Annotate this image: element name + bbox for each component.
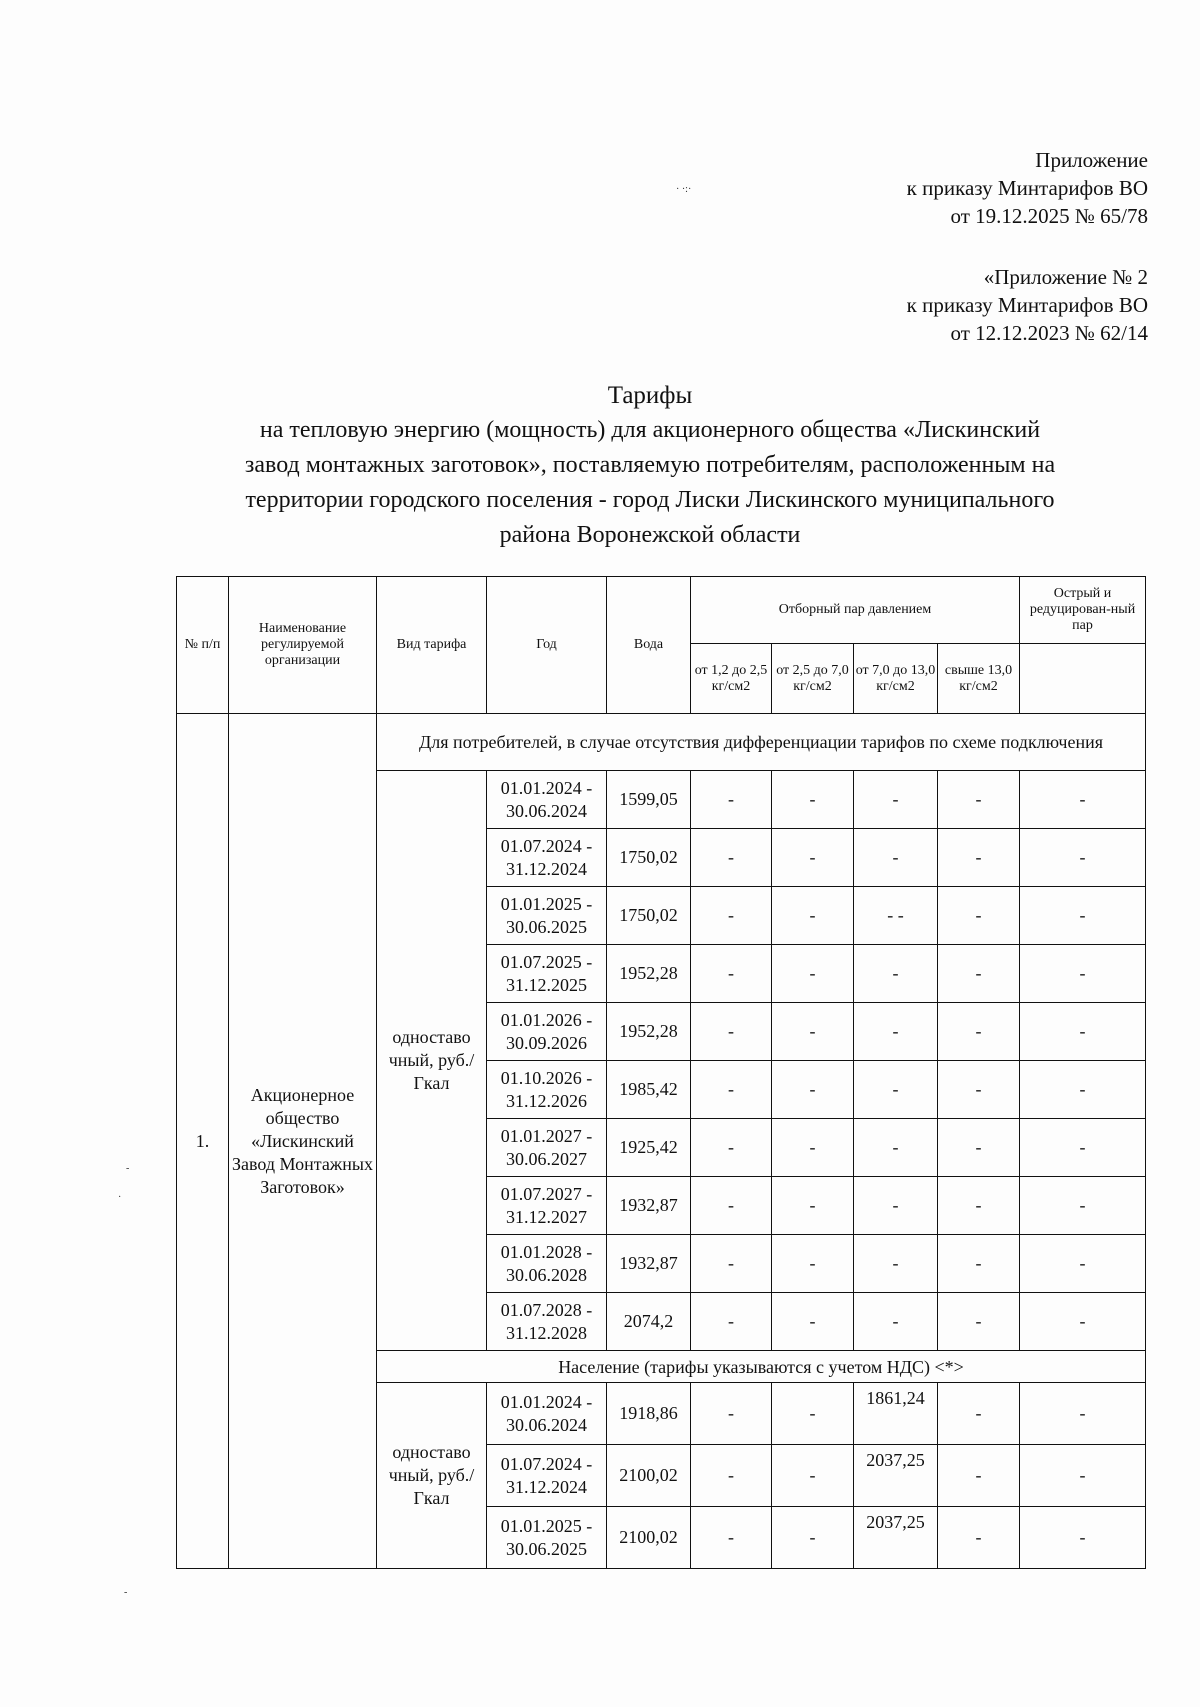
header-p2: от 2,5 до 7,0 кг/см2 [772, 644, 854, 714]
section-general-title: Для потребителей, в случае отсутствия дифференциации тарифов по схеме подключения [377, 714, 1146, 771]
title-main: Тарифы [607, 382, 693, 409]
p1-cell: - [691, 1003, 772, 1061]
sharp-cell: - [1020, 1003, 1146, 1061]
p3-cell: - [854, 1235, 938, 1293]
period-cell: 01.07.2024 - 31.12.2024 [487, 1445, 607, 1507]
water-cell: 1985,42 [607, 1061, 691, 1119]
p3-cell: - [854, 1119, 938, 1177]
header-p4: свыше 13,0 кг/см2 [938, 644, 1020, 714]
tariffs-body [177, 714, 1146, 1569]
p2-cell: - [772, 1003, 854, 1061]
p2-cell: - [772, 829, 854, 887]
p4-cell: - [938, 1293, 1020, 1351]
header-tariff-type: Вид тарифа [377, 577, 487, 714]
p3-cell: - [854, 829, 938, 887]
p4-cell: - [938, 829, 1020, 887]
p3-cell: - - [854, 887, 938, 945]
p3-cell: - [854, 771, 938, 829]
p4-cell: - [938, 1061, 1020, 1119]
title-line2: завод монтажных заготовок», поставляемую потребителям, расположенным на [244, 452, 1056, 478]
p3-cell: - [854, 1003, 938, 1061]
period-cell: 01.01.2027 - 30.06.2027 [487, 1119, 607, 1177]
period-cell: 01.01.2026 - 30.09.2026 [487, 1003, 607, 1061]
period-cell: 01.01.2024 - 30.06.2024 [487, 1383, 607, 1445]
appendix-current-line2: к приказу Минтарифов ВО [906, 176, 1148, 200]
period-cell: 01.01.2025 - 30.06.2025 [487, 1507, 607, 1569]
header-num: № п/п [177, 577, 229, 714]
p3-cell: 1861,24 [854, 1383, 938, 1445]
water-cell: 2100,02 [607, 1507, 691, 1569]
water-cell: 2074,2 [607, 1293, 691, 1351]
water-cell: 1932,87 [607, 1235, 691, 1293]
title-line3: территории городского поселения - город Лиски Лискинского муниципального [245, 487, 1055, 513]
water-cell: 1599,05 [607, 771, 691, 829]
scan-speck: · ·:· [676, 184, 692, 195]
header-sharp-sub [1020, 644, 1146, 714]
period-cell: 01.10.2026 - 31.12.2026 [487, 1061, 607, 1119]
p1-cell: - [691, 1177, 772, 1235]
header-p3: от 7,0 до 13,0 кг/см2 [854, 644, 938, 714]
water-cell: 1925,42 [607, 1119, 691, 1177]
sharp-cell: - [1020, 1061, 1146, 1119]
p3-cell: - [854, 1293, 938, 1351]
sharp-cell: - [1020, 1383, 1146, 1445]
sharp-cell: - [1020, 771, 1146, 829]
appendix-current-block [907, 146, 1148, 230]
sharp-cell: - [1020, 1445, 1146, 1507]
header-p1: от 1,2 до 2,5 кг/см2 [691, 644, 772, 714]
period-cell: 01.07.2028 - 31.12.2028 [487, 1293, 607, 1351]
p1-cell: - [691, 1507, 772, 1569]
p4-cell: - [938, 1177, 1020, 1235]
header-sharp: Острый и редуцирован-ный пар [1020, 577, 1146, 644]
p4-cell: - [938, 1383, 1020, 1445]
water-cell: 1932,87 [607, 1177, 691, 1235]
sharp-cell: - [1020, 1119, 1146, 1177]
p2-cell: - [772, 1445, 854, 1507]
p2-cell: - [772, 771, 854, 829]
appendix-original-line1: «Приложение № 2 [983, 265, 1148, 289]
p4-cell: - [938, 887, 1020, 945]
water-cell: 1918,86 [607, 1383, 691, 1445]
p2-cell: - [772, 1383, 854, 1445]
sharp-cell: - [1020, 1507, 1146, 1569]
appendix-original-line3: от 12.12.2023 № 62/14 [950, 321, 1148, 345]
p2-cell: - [772, 1119, 854, 1177]
organization-name: Акционерное общество «Лискинский Завод Монтажных Заготовок» [229, 714, 377, 1569]
section-population-title: Население (тарифы указываются с учетом НДС) <*> [377, 1351, 1146, 1383]
sharp-cell: - [1020, 1235, 1146, 1293]
p1-cell: - [691, 1061, 772, 1119]
p3-cell: 2037,25 [854, 1445, 938, 1507]
water-cell: 1750,02 [607, 887, 691, 945]
title-line4: района Воронежской области [499, 522, 801, 548]
tariff-type-cell: одноставо чный, руб./Гкал [377, 1383, 487, 1569]
header-year: Год [487, 577, 607, 714]
period-cell: 01.01.2024 - 30.06.2024 [487, 771, 607, 829]
sharp-cell: - [1020, 829, 1146, 887]
water-cell: 2100,02 [607, 1445, 691, 1507]
p3-cell: - [854, 1177, 938, 1235]
sharp-cell: - [1020, 1177, 1146, 1235]
p4-cell: - [938, 1445, 1020, 1507]
p3-cell: - [854, 1061, 938, 1119]
p4-cell: - [938, 1507, 1020, 1569]
p1-cell: - [691, 887, 772, 945]
p4-cell: - [938, 945, 1020, 1003]
p2-cell: - [772, 887, 854, 945]
period-cell: 01.01.2025 - 30.06.2025 [487, 887, 607, 945]
water-cell: 1750,02 [607, 829, 691, 887]
p2-cell: - [772, 1177, 854, 1235]
p2-cell: - [772, 1235, 854, 1293]
p2-cell: - [772, 945, 854, 1003]
p1-cell: - [691, 771, 772, 829]
period-cell: 01.07.2027 - 31.12.2027 [487, 1177, 607, 1235]
row-number: 1. [177, 714, 229, 1569]
scan-speck: - [124, 1587, 128, 1598]
period-cell: 01.07.2025 - 31.12.2025 [487, 945, 607, 1003]
p2-cell: - [772, 1293, 854, 1351]
period-cell: 01.01.2028 - 30.06.2028 [487, 1235, 607, 1293]
p4-cell: - [938, 1235, 1020, 1293]
p2-cell: - [772, 1507, 854, 1569]
scan-speck: - [126, 1163, 130, 1174]
tariffs-table [176, 576, 1146, 1569]
tariff-type-cell: одноставо чный, руб./Гкал [377, 771, 487, 1351]
p1-cell: - [691, 1445, 772, 1507]
p2-cell: - [772, 1061, 854, 1119]
p1-cell: - [691, 945, 772, 1003]
p4-cell: - [938, 1003, 1020, 1061]
scan-speck: · [118, 1192, 122, 1203]
p1-cell: - [691, 1119, 772, 1177]
appendix-original-line2: к приказу Минтарифов ВО [906, 293, 1148, 317]
water-cell: 1952,28 [607, 945, 691, 1003]
p4-cell: - [938, 1119, 1020, 1177]
sharp-cell: - [1020, 945, 1146, 1003]
p1-cell: - [691, 1383, 772, 1445]
header-water: Вода [607, 577, 691, 714]
title-line1: на тепловую энергию (мощность) для акционерного общества «Лискинский [259, 417, 1041, 443]
sharp-cell: - [1020, 1293, 1146, 1351]
appendix-original-block [907, 263, 1148, 347]
p1-cell: - [691, 1235, 772, 1293]
water-cell: 1952,28 [607, 1003, 691, 1061]
p4-cell: - [938, 771, 1020, 829]
sharp-cell: - [1020, 887, 1146, 945]
appendix-current-line1: Приложение [1035, 148, 1148, 172]
p1-cell: - [691, 829, 772, 887]
period-cell: 01.07.2024 - 31.12.2024 [487, 829, 607, 887]
p3-cell: 2037,25 [854, 1507, 938, 1569]
header-steam: Отборный пар давлением [691, 577, 1020, 644]
document-title [150, 378, 1150, 553]
p3-cell: - [854, 945, 938, 1003]
p1-cell: - [691, 1293, 772, 1351]
appendix-current-line3: от 19.12.2025 № 65/78 [950, 204, 1148, 228]
header-org: Наименование регулируемой организации [229, 577, 377, 714]
